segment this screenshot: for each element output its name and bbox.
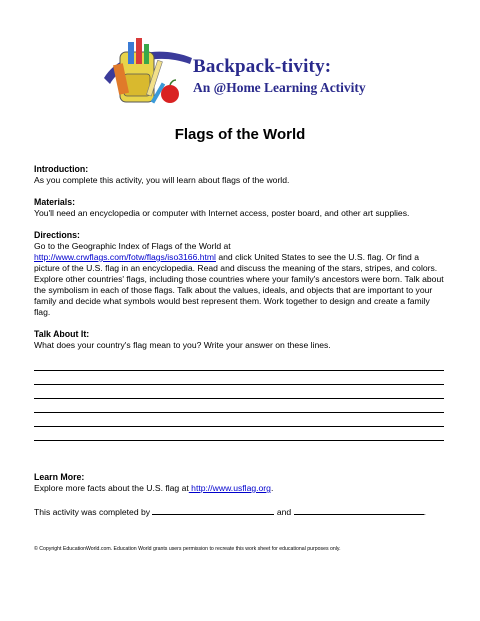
- completed-and-label: and: [276, 507, 292, 517]
- materials-section: [34, 197, 444, 219]
- worksheet-content: [34, 164, 444, 452]
- directions-text: [34, 241, 444, 318]
- learn-more-period: .: [270, 483, 274, 493]
- directions-text-intro: Go to the Geographic Index of Flags of the World at: [34, 241, 231, 251]
- usflag-link[interactable]: http://www.usflag.org: [188, 483, 271, 493]
- completed-period: .: [423, 507, 426, 517]
- materials-text: You'll need an encyclopedia or computer with Internet access, poster board, and other art supplies.: [34, 208, 410, 218]
- backpack-logo-icon: [98, 34, 194, 110]
- introduction-section: [34, 164, 444, 186]
- learn-more-text: [34, 483, 444, 494]
- answer-line[interactable]: [34, 399, 444, 413]
- answer-line[interactable]: [34, 385, 444, 399]
- answer-lines: [34, 357, 444, 441]
- materials-heading: Materials:: [34, 197, 76, 207]
- completed-by-label: This activity was completed by: [34, 507, 151, 517]
- answer-line[interactable]: [34, 427, 444, 441]
- name-blank-1[interactable]: [152, 505, 274, 515]
- document-title: Flags of the World: [174, 126, 306, 143]
- brand-subtitle: An @Home Learning Activity: [193, 80, 366, 95]
- brand-title: Backpack-tivity:: [193, 56, 332, 77]
- answer-line[interactable]: [34, 371, 444, 385]
- learn-more-text-intro: Explore more facts about the U.S. flag at: [34, 483, 189, 493]
- answer-line[interactable]: [34, 357, 444, 371]
- talk-about-text: What does your country's flag mean to you? Write your answer on these lines.: [34, 340, 331, 350]
- name-blank-2[interactable]: [294, 505, 424, 515]
- directions-heading: Directions:: [34, 230, 80, 240]
- introduction-text: As you complete this activity, you will learn about flags of the world.: [34, 175, 290, 185]
- learn-more-heading: Learn More:: [34, 472, 85, 482]
- directions-text-body: and click United States to see the U.S. flag. Or find a picture of the U.S. flag in an encyclopedia. Read and discuss the meaning of the stars, stripes, and colors. Explore other countries' flags, including those countries where your family's ancestors were born. Talk about the symbolism in each of those flags. Talk about the values, ideals, and objects that are important to your family and decide what symbols would best represent them. Work together to design and create a family flag.: [34, 252, 444, 317]
- answer-line[interactable]: [34, 413, 444, 427]
- crwflags-link[interactable]: http://www.crwflags.com/fotw/flags/iso3166.html: [34, 252, 216, 262]
- talk-about-heading: Talk About It:: [34, 329, 90, 339]
- copyright-notice: © Copyright EducationWorld.com. Education World grants users permission to recreate this work sheet for educational purposes only.: [34, 546, 341, 552]
- talk-about-section: [34, 329, 444, 441]
- learn-more-section: [34, 472, 444, 494]
- introduction-heading: Introduction:: [34, 164, 89, 174]
- directions-section: [34, 230, 444, 318]
- completed-by-line: [34, 505, 426, 517]
